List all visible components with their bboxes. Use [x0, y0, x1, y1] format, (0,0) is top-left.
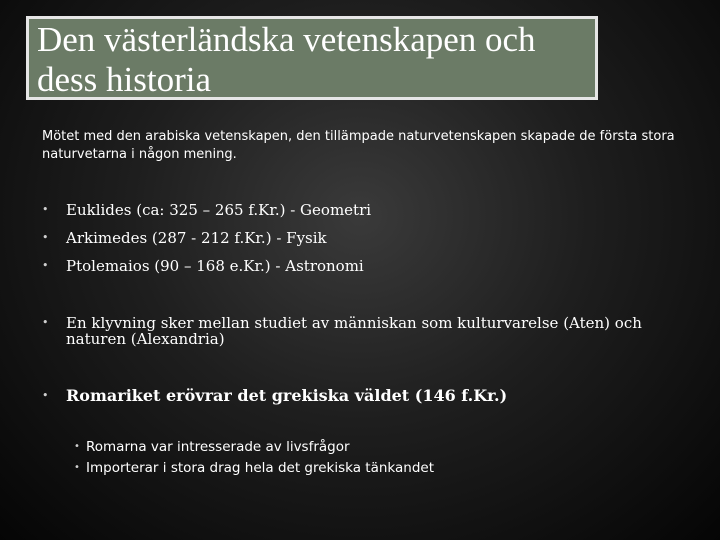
sub-bullet-dot: • [74, 441, 80, 452]
bullet-text: Euklides (ca: 325 – 265 f.Kr.) - Geometri [66, 201, 372, 219]
sub-bullet-item [74, 438, 674, 456]
bullet-item [42, 202, 682, 218]
bullet-dot: • [42, 203, 49, 216]
bullet-text: Romariket erövrar det grekiska väldet (146 f.Kr.) [66, 386, 508, 405]
slide-subtitle: Mötet med den arabiska vetenskapen, den tillämpade naturvetenskapen skapade de första stora naturvetarna i någon mening. [42, 129, 675, 162]
bullet-item [42, 315, 682, 347]
bullet-item [42, 258, 682, 274]
bullet-dot: • [42, 389, 49, 402]
title-box [26, 16, 598, 100]
bullet-text: En klyvning sker mellan studiet av människan som kulturvarelse (Aten) och naturen (Alexandria) [66, 314, 642, 348]
sub-bullet-item [74, 459, 674, 477]
bullet-dot: • [42, 259, 49, 272]
slide-title: Den västerländska vetenskapen och dess historia [37, 20, 536, 99]
sub-bullet-text: Romarna var intresserade av livsfrågor [86, 439, 350, 455]
bullet-text: Arkimedes (287 - 212 f.Kr.) - Fysik [66, 229, 327, 247]
bullet-text: Ptolemaios (90 – 168 e.Kr.) - Astronomi [66, 257, 364, 275]
sub-bullet-dot: • [74, 462, 80, 473]
bullet-item [42, 388, 682, 404]
bullet-dot: • [42, 231, 49, 244]
sub-bullet-text: Importerar i stora drag hela det grekiska tänkandet [86, 460, 434, 476]
bullet-item [42, 230, 682, 246]
bullet-dot: • [42, 316, 49, 329]
